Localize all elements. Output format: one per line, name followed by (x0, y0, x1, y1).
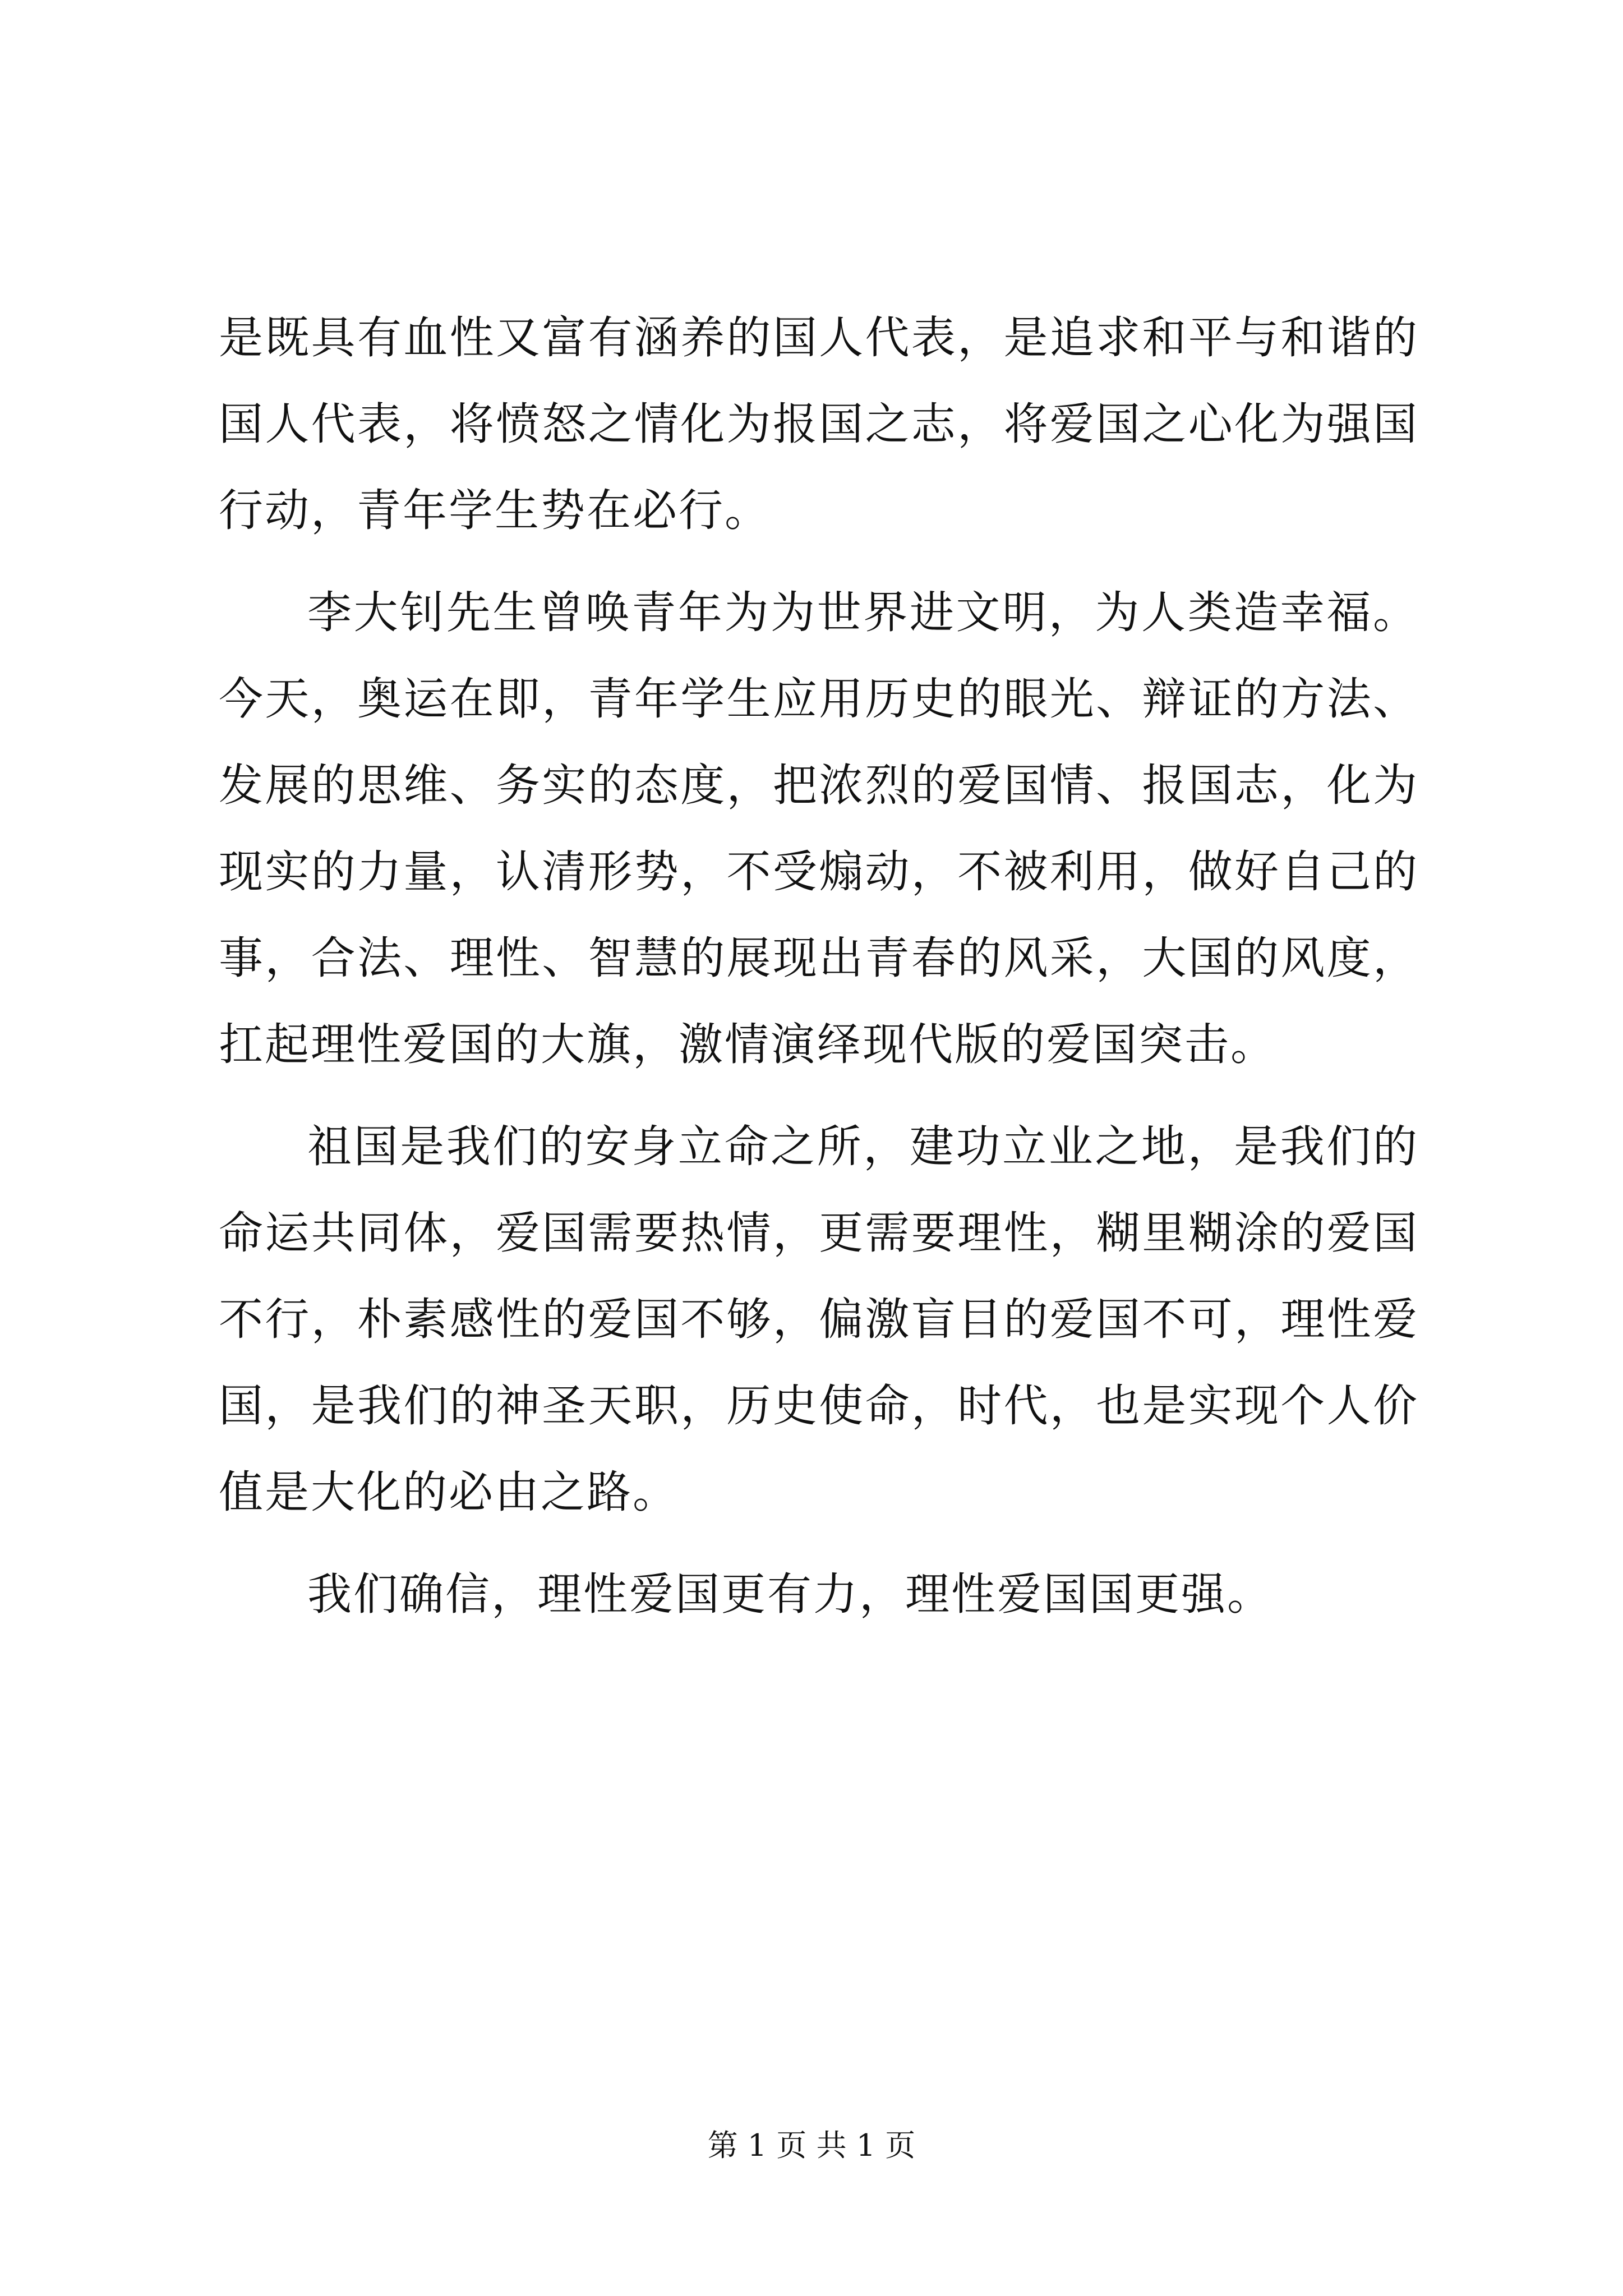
paragraph-3: 祖国是我们的安身立命之所，建功立业之地，是我们的命运共同体，爱国需要热情，更需要理性，糊里糊涂的爱国不行，朴素感性的爱国不够，偏激盲目的爱国不可，理性爱国，是我们的神圣天职，历史使命，时代，也是实现个人价值是大化的必由之路。 (219, 1121, 1419, 1518)
paragraph-2: 李大钊先生曾唤青年为为世界进文明，为人类造幸福。今天，奥运在即，青年学生应用历史的眼光、辩证的方法、发展的思维、务实的态度，把浓烈的爱国情、报国志，化为现实的力量，认清形势，不受煽动，不被利用，做好自己的事，合法、理性、智慧的展现出青春的风采，大国的风度，扛起理性爱国的大旗，激情演绎现代版的爱国突击。 (219, 587, 1419, 1070)
document-body (219, 295, 1419, 1653)
paragraph-1: 是既具有血性又富有涵养的国人代表，是追求和平与和谐的国人代表，将愤怒之情化为报国之志，将爱国之心化为强国行动，青年学生势在必行。 (219, 312, 1419, 536)
paragraph-4: 我们确信，理性爱国更有力，理性爱国国更强。 (307, 1568, 1273, 1620)
page-number-footer: 第 1 页 共 1 页 (707, 2128, 916, 2163)
